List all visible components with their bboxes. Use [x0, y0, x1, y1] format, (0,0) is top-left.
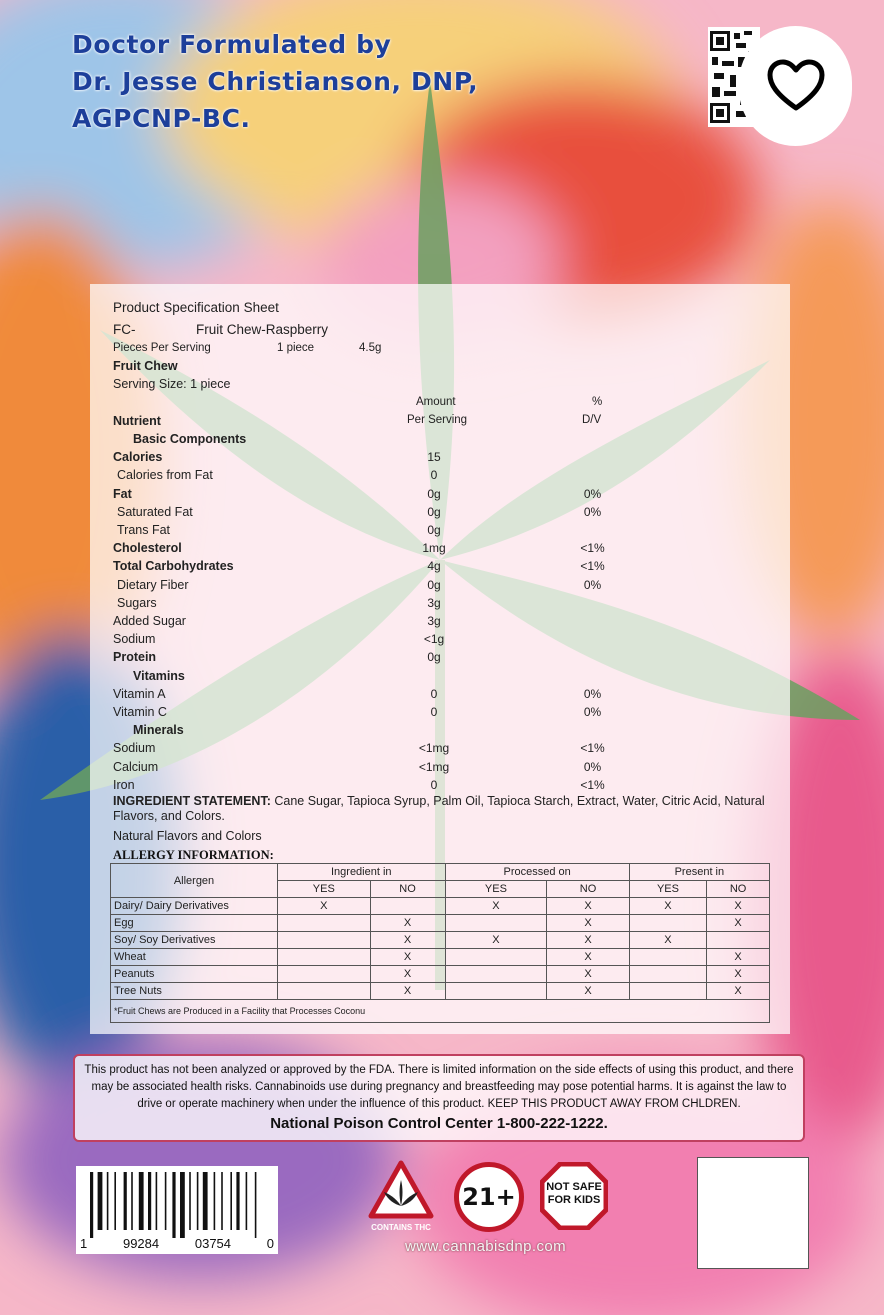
col-nutrient: Nutrient: [113, 414, 161, 428]
nutrient-amount: 3g: [427, 595, 441, 610]
allergy-cell: [278, 949, 371, 966]
favorite-button[interactable]: [739, 26, 852, 146]
yes-header: YES: [445, 881, 547, 898]
barcode-bar: [255, 1172, 257, 1238]
website-url[interactable]: www.cannabisdnp.com: [405, 1238, 567, 1255]
fda-warning-box: [73, 1054, 805, 1142]
barcode-digit-4: 0: [266, 1236, 274, 1251]
header-line-3: AGPCNP-BC.: [72, 104, 251, 133]
barcode-bar: [203, 1172, 208, 1230]
spec-pieces-label: Pieces Per Serving: [113, 342, 211, 354]
not-safe-for-kids-badge: [540, 1162, 608, 1230]
nutrient-dv: 0%: [583, 577, 602, 592]
barcode-digit-2: 99284: [122, 1236, 160, 1251]
allergy-footnote: *Fruit Chews are Produced in a Facility that Processes Coconu: [111, 1000, 770, 1023]
barcode-digit-3: 03754: [194, 1236, 232, 1251]
barcode-bar: [221, 1172, 223, 1230]
no-header: NO: [547, 881, 629, 898]
allergy-cell: X: [547, 966, 629, 983]
allergy-cell: X: [629, 932, 706, 949]
allergy-cell: X: [370, 966, 445, 983]
allergy-row: [111, 915, 770, 932]
spec-category: Fruit Chew: [113, 359, 178, 373]
allergy-header-row: [111, 864, 770, 881]
age-21-badge: [454, 1162, 524, 1232]
nutrient-dv: 0%: [583, 686, 602, 701]
spec-weight: 4.5g: [359, 342, 382, 354]
nutrient-amount: 1mg: [422, 541, 446, 556]
nutrient-name: Protein: [113, 650, 157, 665]
col-amount-1: Amount: [416, 396, 456, 408]
nutrient-dv: <1%: [580, 541, 605, 556]
nutrient-name: Vitamin C: [113, 705, 167, 719]
natural-flavors-line: Natural Flavors and Colors: [113, 829, 262, 843]
barcode-bar: [189, 1172, 191, 1230]
barcode: [76, 1166, 278, 1254]
allergy-group-ingredient: Ingredient in: [278, 864, 446, 881]
allergy-cell: [445, 966, 547, 983]
allergy-cell: X: [707, 898, 770, 915]
barcode-bar: [90, 1172, 93, 1238]
allergy-cell: X: [547, 949, 629, 966]
nutrient-name: Sugars: [117, 595, 157, 610]
barcode-bar: [246, 1172, 248, 1230]
allergy-cell: X: [445, 898, 547, 915]
nutrient-name: Added Sugar: [113, 614, 186, 628]
allergy-cell: [278, 915, 371, 932]
not-safe-label: NOT SAFE: [546, 1181, 602, 1193]
ingredient-label: INGREDIENT STATEMENT:: [113, 794, 271, 808]
barcode-digits: [76, 1236, 278, 1251]
allergen-name: Dairy/ Dairy Derivatives: [111, 898, 278, 915]
nutrient-name: Saturated Fat: [117, 504, 193, 519]
nutrient-name: Calories from Fat: [117, 468, 213, 483]
allergy-group-present: Present in: [629, 864, 769, 881]
yes-header: YES: [278, 881, 371, 898]
spec-code: FC-: [113, 322, 136, 337]
nutrient-name: Calories: [113, 450, 163, 465]
nutrient-dv: <1%: [580, 777, 605, 792]
allergy-row: [111, 966, 770, 983]
nutrient-amount: 15: [427, 450, 441, 465]
col-dv-2: D/V: [582, 414, 602, 426]
no-header: NO: [370, 881, 445, 898]
barcode-bar: [236, 1172, 239, 1230]
warning-text: This product has not been analyzed or approved by the FDA. There is limited information on the side effects of using this product, and there may be associated health risks. Cannabinoids use during pregnancy and breastfeeding may pose potential harms. It is against the law to drive or operate machinery when under the influence of this product. KEEP THIS PRODUCT AWAY FROM CHLDREN.: [84, 1064, 794, 1110]
no-header: NO: [707, 881, 770, 898]
allergy-cell: [629, 966, 706, 983]
nutrient-dv: 0%: [583, 504, 602, 519]
barcode-bar: [98, 1172, 103, 1230]
barcode-bar: [180, 1172, 185, 1238]
allergen-name: Peanuts: [111, 966, 278, 983]
yes-header: YES: [629, 881, 706, 898]
allergy-cell: [629, 915, 706, 932]
allergen-name: Soy/ Soy Derivatives: [111, 932, 278, 949]
spec-serving-size: Serving Size: 1 piece: [113, 377, 231, 391]
nutrient-name: Vitamin A: [113, 686, 166, 701]
allergy-cell: X: [547, 915, 629, 932]
allergy-cell: X: [445, 932, 547, 949]
nutrient-amount: 0g: [427, 577, 441, 592]
allergy-cell: [370, 898, 445, 915]
nutrient-name: Trans Fat: [117, 523, 171, 537]
allergy-cell: X: [547, 932, 629, 949]
allergy-cell: X: [370, 932, 445, 949]
barcode-bar: [114, 1172, 116, 1230]
allergy-row: [111, 898, 770, 915]
barcode-bars: [76, 1170, 278, 1240]
allergy-cell: [707, 932, 770, 949]
allergy-table: [110, 863, 770, 1023]
barcode-bar: [131, 1172, 133, 1230]
nutrient-amount: 0: [430, 705, 438, 719]
nutrient-name: Fat: [113, 486, 132, 501]
nutrient-amount: 0g: [427, 650, 441, 665]
allergy-row: [111, 932, 770, 949]
ingredient-text: Cane Sugar, Tapioca Syrup, Palm Oil, Tapioca Starch, Extract, Water, Citric Acid, Natural Flavors, and Colors.: [113, 794, 765, 823]
barcode-bar: [148, 1172, 151, 1230]
header-line-1: Doctor Formulated by: [72, 30, 392, 59]
barcode-bar: [197, 1172, 199, 1230]
nutrient-amount: 0: [430, 686, 438, 701]
allergy-cell: [278, 983, 371, 1000]
allergy-row: [111, 949, 770, 966]
barcode-bar: [156, 1172, 158, 1230]
allergy-body: [111, 898, 770, 1000]
allergen-name: Wheat: [111, 949, 278, 966]
doctor-formulated-heading: [72, 26, 592, 137]
nutrient-dv: 0%: [583, 486, 602, 501]
allergy-cell: X: [629, 898, 706, 915]
nutrient-name: Calcium: [113, 759, 159, 774]
spec-product-name: Fruit Chew-Raspberry: [196, 322, 329, 337]
nutrient-amount: 0: [430, 468, 438, 483]
barcode-bar: [230, 1172, 232, 1230]
allergy-cell: [629, 983, 706, 1000]
nutrient-name: Dietary Fiber: [117, 577, 189, 592]
allergy-cell: X: [547, 983, 629, 1000]
barcode-bar: [124, 1172, 127, 1230]
barcode-bar: [172, 1172, 175, 1238]
nutrient-name: Sodium: [113, 632, 156, 647]
heart-outline-icon: [766, 58, 826, 114]
for-kids-label: FOR KIDS: [547, 1194, 601, 1206]
allergen-name: Egg: [111, 915, 278, 932]
header-line-2: Dr. Jesse Christianson, DNP,: [72, 67, 479, 96]
allergy-cell: X: [370, 915, 445, 932]
nutrient-amount: 0g: [427, 504, 441, 519]
nutrient-name: Sodium: [113, 741, 156, 756]
allergy-row: [111, 983, 770, 1000]
nutrient-amount: <1mg: [418, 741, 450, 756]
nutrient-amount: <1mg: [418, 759, 450, 774]
allergy-col-allergen: Allergen: [111, 864, 278, 898]
nutrient-name: Minerals: [133, 723, 184, 738]
poison-control-line: National Poison Control Center 1-800-222-1222.: [270, 1115, 608, 1132]
allergy-cell: X: [278, 898, 371, 915]
allergy-cell: X: [707, 915, 770, 932]
nutrient-name: Vitamins: [133, 668, 185, 683]
nutrient-amount: 0g: [427, 486, 441, 501]
barcode-digit-1: 1: [80, 1236, 88, 1251]
nutrient-amount: <1g: [423, 632, 445, 647]
allergy-cell: X: [707, 966, 770, 983]
allergy-cell: X: [707, 949, 770, 966]
allergy-cell: X: [707, 983, 770, 1000]
allergy-title: ALLERGY INFORMATION:: [113, 848, 274, 862]
barcode-bar: [107, 1172, 109, 1230]
allergen-name: Tree Nuts: [111, 983, 278, 1000]
spec-title: Product Specification Sheet: [113, 300, 279, 315]
nutrient-amount: 4g: [427, 559, 441, 574]
allergy-cell: X: [370, 949, 445, 966]
col-dv-1: %: [592, 396, 603, 408]
barcode-bar: [139, 1172, 144, 1230]
nutrient-amount: 0g: [427, 523, 441, 537]
nutrient-name: Iron: [113, 777, 135, 792]
blank-label-box: [697, 1157, 809, 1269]
nutrient-name: Cholesterol: [113, 541, 182, 556]
allergy-cell: X: [370, 983, 445, 1000]
ingredient-statement: [113, 794, 773, 824]
barcode-bar: [165, 1172, 167, 1230]
allergy-cell: [629, 949, 706, 966]
contains-thc-label: CONTAINS THC: [371, 1223, 431, 1232]
allergy-cell: [278, 932, 371, 949]
nutrient-dv: 0%: [583, 759, 602, 774]
contains-thc-badge: [368, 1160, 434, 1232]
spec-pieces-value: 1 piece: [277, 342, 315, 354]
allergy-group-processed: Processed on: [445, 864, 629, 881]
nutrient-dv: <1%: [580, 559, 605, 574]
allergy-footnote-row: [111, 1000, 770, 1023]
allergy-cell: X: [547, 898, 629, 915]
barcode-bar: [214, 1172, 216, 1230]
allergy-cell: [445, 949, 547, 966]
allergy-cell: [445, 983, 547, 1000]
age-21-label: 21+: [462, 1183, 516, 1211]
nutrient-name: Total Carbohydrates: [113, 559, 234, 574]
nutrient-name: Basic Components: [133, 432, 247, 446]
nutrient-dv: <1%: [580, 741, 605, 756]
nutrient-amount: 0: [430, 777, 438, 792]
allergy-cell: [278, 966, 371, 983]
nutrient-dv: 0%: [583, 705, 602, 719]
allergy-cell: [445, 915, 547, 932]
nutrient-amount: 3g: [427, 614, 441, 628]
col-amount-2: Per Serving: [407, 414, 468, 426]
